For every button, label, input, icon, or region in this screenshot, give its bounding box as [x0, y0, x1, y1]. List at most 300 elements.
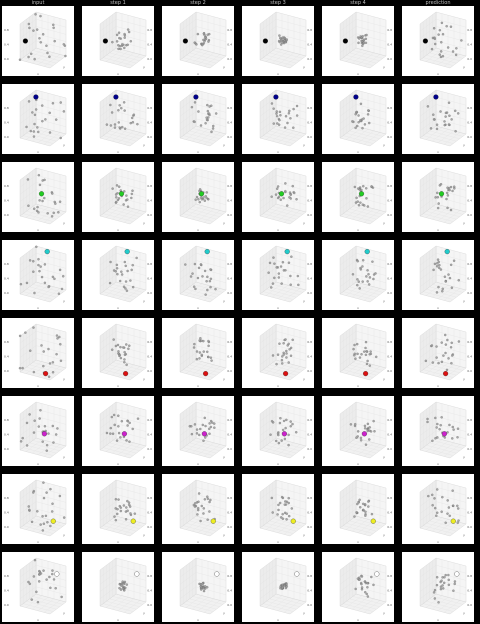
scatter-point [448, 506, 450, 508]
scatter-point [106, 124, 108, 126]
scatter-point [285, 583, 287, 585]
scatter-point [361, 40, 363, 42]
scatter-point [360, 189, 362, 191]
scatter-point [119, 505, 121, 507]
scatter-point [280, 199, 282, 201]
z-tick-label: 0.0 [387, 135, 392, 139]
scatter-point [360, 103, 362, 105]
x-axis-label: x [37, 618, 39, 622]
scatter-point [282, 261, 284, 263]
z-tick-label: 0.0 [4, 291, 9, 295]
scatter-point [198, 583, 200, 585]
z-tick-label: 0.4 [147, 120, 152, 125]
scatter-point [359, 499, 361, 501]
scatter-point [367, 423, 369, 425]
panel-grid [100, 90, 146, 146]
scatter-point [52, 361, 54, 363]
z-tick-label: 0.4 [307, 42, 312, 47]
scatter-point [197, 33, 199, 35]
scatter-point [449, 277, 451, 279]
z-tick-label: 0.8 [387, 574, 392, 579]
x-axis-label: x [437, 384, 439, 388]
z-tick-label: 0.8 [387, 184, 392, 189]
scatter-point [452, 426, 454, 428]
scatter-panel [242, 240, 314, 310]
scatter-point [440, 580, 442, 582]
column-title: step 3 [270, 0, 286, 6]
scatter-point [273, 108, 275, 110]
scatter-point [296, 105, 298, 107]
scatter-point [123, 101, 125, 103]
scatter-panel [322, 6, 394, 76]
z-tick-label: 0.4 [147, 198, 152, 203]
scatter-point [356, 125, 358, 127]
scatter-point [119, 436, 121, 438]
scatter-point [29, 413, 31, 415]
highlight-point [423, 39, 428, 44]
scatter-point [448, 424, 450, 426]
scatter-point [454, 580, 456, 582]
z-tick-label: 0.4 [387, 510, 392, 515]
z-tick-label: 0.8 [147, 262, 152, 267]
scatter-point [365, 275, 367, 277]
z-tick-label: 0.0 [307, 369, 312, 373]
scatter-point [118, 32, 120, 34]
scatter-point [440, 588, 442, 590]
scatter-point [118, 432, 120, 434]
scatter-point [451, 437, 453, 439]
z-tick-label: 0.4 [467, 198, 472, 203]
panel-grid [180, 402, 226, 458]
z-tick-label: 0.4 [307, 432, 312, 437]
scatter-point [434, 417, 436, 419]
scatter-point [131, 190, 133, 192]
y-axis-label: y [143, 299, 145, 303]
z-tick-label: 0.0 [227, 135, 232, 139]
scatter-point [190, 425, 192, 427]
highlight-point [103, 39, 108, 44]
scatter-point [446, 339, 448, 341]
scatter-point [41, 515, 43, 517]
panel-grid [420, 324, 466, 380]
z-tick-label: 0.0 [147, 213, 152, 217]
z-tick-label: 0.0 [147, 135, 152, 139]
scatter-panel [2, 552, 74, 622]
scatter-point [447, 46, 449, 48]
scatter-point [49, 112, 51, 114]
y-axis-label: y [143, 533, 145, 537]
scatter-point [127, 424, 129, 426]
scatter-point [445, 574, 447, 576]
scatter-point [364, 427, 366, 429]
z-tick-label: 0.0 [147, 525, 152, 529]
x-axis-label: x [357, 306, 359, 310]
scatter-point [128, 31, 130, 33]
scatter-point [201, 354, 203, 356]
z-tick-label: 0.8 [307, 418, 312, 423]
scatter-point [281, 359, 283, 361]
scatter-point [118, 121, 120, 123]
scatter-point [449, 515, 451, 517]
panel-grid [340, 246, 386, 302]
highlight-point [205, 249, 210, 254]
z-tick-label: 0.8 [467, 340, 472, 345]
scatter-point [458, 340, 460, 342]
scatter-point [29, 583, 31, 585]
scatter-point [42, 441, 44, 443]
scatter-panel [242, 6, 314, 76]
scatter-point [115, 196, 117, 198]
z-tick-label: 0.4 [467, 42, 472, 47]
scatter-panel [322, 552, 394, 622]
scatter-point [53, 578, 55, 580]
x-axis-label: x [357, 150, 359, 154]
scatter-point [447, 273, 449, 275]
scatter-point [118, 197, 120, 199]
highlight-point [114, 95, 119, 100]
scatter-point [367, 109, 369, 111]
z-tick-label: 0.4 [4, 198, 9, 203]
scatter-point [208, 501, 210, 503]
scatter-point [46, 450, 48, 452]
highlight-point [194, 95, 199, 100]
scatter-point [289, 275, 291, 277]
scatter-panel [2, 396, 74, 466]
scatter-point [438, 34, 440, 36]
scatter-point [119, 126, 121, 128]
scatter-point [190, 275, 192, 277]
scatter-point [115, 193, 117, 195]
scatter-point [42, 365, 44, 367]
y-axis-label: y [223, 611, 225, 615]
axis-pane [116, 558, 146, 602]
scatter-point [363, 351, 365, 353]
scatter-point [293, 108, 295, 110]
scatter-point [360, 583, 362, 585]
scatter-point [204, 425, 206, 427]
scatter-point [121, 420, 123, 422]
scatter-point [268, 272, 270, 274]
scatter-point [63, 517, 65, 519]
column-title: step 4 [350, 0, 366, 6]
z-tick-label: 0.8 [467, 262, 472, 267]
scatter-point [277, 513, 279, 515]
scatter-point [22, 437, 24, 439]
scatter-point [365, 350, 367, 352]
scatter-point [47, 286, 49, 288]
x-axis-label: x [437, 540, 439, 544]
scatter-point [356, 111, 358, 113]
scatter-point [355, 113, 357, 115]
axis-pane [36, 12, 66, 56]
scatter-point [362, 185, 364, 187]
z-tick-label: 0.4 [227, 42, 232, 47]
scatter-point [362, 281, 364, 283]
scatter-point [369, 276, 371, 278]
z-tick-label: 0.0 [4, 525, 9, 529]
scatter-panel [82, 240, 154, 310]
panel-grid [340, 324, 386, 380]
scatter-point [454, 110, 456, 112]
scatter-point [450, 209, 452, 211]
scatter-point [204, 34, 206, 36]
scatter-panel [402, 474, 474, 544]
scatter-point [124, 261, 126, 263]
scatter-point [44, 118, 46, 120]
scatter-point [444, 334, 446, 336]
axis-pane [436, 12, 466, 56]
y-axis-label: y [63, 377, 65, 381]
scatter-point [199, 520, 201, 522]
y-axis-label: y [463, 143, 465, 147]
axis-pane [276, 12, 306, 56]
scatter-point [119, 48, 121, 50]
highlight-point [285, 249, 290, 254]
scatter-point [433, 118, 435, 120]
scatter-point [35, 591, 37, 593]
scatter-point [43, 523, 45, 525]
scatter-panel [402, 84, 474, 154]
scatter-point [51, 570, 53, 572]
scatter-point [438, 202, 440, 204]
z-tick-label: 0.8 [307, 28, 312, 33]
scatter-point [445, 198, 447, 200]
scatter-point [32, 30, 34, 32]
z-tick-label: 0.0 [467, 369, 472, 373]
scatter-point [124, 354, 126, 356]
x-axis-label: x [277, 384, 279, 388]
z-tick-label: 0.0 [227, 603, 232, 607]
scatter-point [278, 276, 280, 278]
z-tick-label: 0.8 [467, 574, 472, 579]
z-tick-label: 0.8 [227, 496, 232, 501]
scatter-point [199, 201, 201, 203]
z-tick-label: 0.0 [307, 447, 312, 451]
z-tick-label: 0.8 [387, 28, 392, 33]
scatter-point [51, 573, 53, 575]
scatter-point [445, 522, 447, 524]
axis-pane [36, 246, 66, 290]
scatter-point [196, 432, 198, 434]
scatter-point [357, 260, 359, 262]
highlight-point [203, 371, 208, 376]
scatter-point [119, 346, 121, 348]
scatter-point [438, 267, 440, 269]
scatter-point [374, 272, 376, 274]
scatter-point [442, 587, 444, 589]
scatter-point [120, 271, 122, 273]
scatter-point [37, 601, 39, 603]
z-tick-label: 0.0 [387, 447, 392, 451]
z-tick-label: 0.8 [227, 340, 232, 345]
scatter-point [127, 44, 129, 46]
scatter-point [28, 23, 30, 25]
scatter-point [281, 283, 283, 285]
scatter-point [200, 263, 202, 265]
scatter-point [360, 437, 362, 439]
scatter-point [273, 122, 275, 124]
axis-pane [436, 246, 466, 290]
z-tick-label: 0.4 [307, 120, 312, 125]
axis-pane [276, 324, 306, 368]
scatter-point [357, 201, 359, 203]
scatter-point [436, 584, 438, 586]
scatter-point [126, 500, 128, 502]
scatter-point [119, 104, 121, 106]
scatter-panel [322, 318, 394, 388]
scatter-panel [162, 474, 234, 544]
panel-grid [180, 246, 226, 302]
z-tick-label: 0.8 [147, 496, 152, 501]
scatter-point [22, 367, 24, 369]
y-axis-label: y [223, 533, 225, 537]
scatter-panel [162, 6, 234, 76]
x-axis-label: x [277, 462, 279, 466]
y-axis-label: y [63, 65, 65, 69]
scatter-point [438, 264, 440, 266]
scatter-point [124, 109, 126, 111]
scatter-point [456, 436, 458, 438]
highlight-point [123, 371, 128, 376]
z-tick-label: 0.0 [467, 213, 472, 217]
scatter-point [370, 350, 372, 352]
scatter-point [358, 281, 360, 283]
y-axis-label: y [223, 299, 225, 303]
scatter-point [288, 434, 290, 436]
scatter-point [117, 48, 119, 50]
scatter-point [367, 280, 369, 282]
scatter-point [27, 581, 29, 583]
scatter-point [26, 422, 28, 424]
scatter-point [288, 361, 290, 363]
scatter-point [281, 355, 283, 357]
axis-pane [36, 402, 66, 446]
z-tick-label: 0.8 [467, 418, 472, 423]
panel-grid [420, 402, 466, 458]
scatter-point [64, 55, 66, 57]
x-axis-label: x [37, 228, 39, 232]
axis-pane [436, 324, 466, 368]
scatter-point [198, 434, 200, 436]
z-tick-label: 0.8 [227, 418, 232, 423]
scatter-point [286, 585, 288, 587]
scatter-point [446, 192, 448, 194]
scatter-point [34, 420, 36, 422]
scatter-point [125, 439, 127, 441]
scatter-point [208, 433, 210, 435]
x-axis-label: x [437, 306, 439, 310]
x-axis-label: x [37, 540, 39, 544]
scatter-point [370, 353, 372, 355]
scatter-point [38, 37, 40, 39]
scatter-point [453, 429, 455, 431]
scatter-point [127, 348, 129, 350]
scatter-point [279, 114, 281, 116]
y-axis-label: y [223, 377, 225, 381]
scatter-point [281, 586, 283, 588]
z-tick-label: 0.4 [4, 510, 9, 515]
panel-grid [180, 168, 226, 224]
scatter-point [43, 350, 45, 352]
scatter-point [49, 587, 51, 589]
scatter-point [212, 127, 214, 129]
highlight-point [454, 572, 459, 577]
scatter-point [212, 125, 214, 127]
scatter-point [431, 344, 433, 346]
y-axis-label: y [303, 299, 305, 303]
z-tick-label: 0.4 [387, 432, 392, 437]
z-tick-label: 0.0 [4, 213, 9, 217]
scatter-point [28, 27, 30, 29]
scatter-point [370, 185, 372, 187]
scatter-point [37, 258, 39, 260]
scatter-point [446, 513, 448, 515]
panel-grid [340, 402, 386, 458]
scatter-point [362, 259, 364, 261]
scatter-point [193, 504, 195, 506]
z-tick-label: 0.0 [467, 447, 472, 451]
y-axis-label: y [63, 611, 65, 615]
x-axis-label: x [357, 72, 359, 76]
scatter-point [288, 497, 290, 499]
scatter-point [134, 513, 136, 515]
scatter-point [361, 575, 363, 577]
scatter-point [355, 127, 357, 129]
y-axis-label: y [143, 377, 145, 381]
scatter-point [38, 425, 40, 427]
scatter-point [290, 284, 292, 286]
scatter-point [447, 574, 449, 576]
scatter-point [437, 259, 439, 261]
highlight-point [43, 371, 48, 376]
scatter-point [38, 270, 40, 272]
scatter-point [355, 511, 357, 513]
scatter-point [284, 190, 286, 192]
scatter-point [353, 354, 355, 356]
panel-grid [100, 168, 146, 224]
scatter-point [196, 428, 198, 430]
scatter-point [111, 416, 113, 418]
scatter-panel [2, 6, 74, 76]
scatter-point [60, 137, 62, 139]
scatter-point [451, 190, 453, 192]
x-axis-label: x [437, 150, 439, 154]
scatter-point [43, 179, 45, 181]
scatter-point [132, 121, 134, 123]
scatter-point [62, 275, 64, 277]
scatter-point [53, 27, 55, 29]
scatter-point [445, 280, 447, 282]
z-tick-label: 0.4 [467, 276, 472, 281]
scatter-point [26, 282, 28, 284]
scatter-point [59, 201, 61, 203]
scatter-panel [2, 240, 74, 310]
scatter-point [437, 207, 439, 209]
scatter-point [456, 505, 458, 507]
scatter-point [197, 198, 199, 200]
scatter-panel [162, 162, 234, 232]
highlight-point [23, 39, 28, 44]
scatter-point [457, 519, 459, 521]
scatter-point [273, 277, 275, 279]
highlight-point [134, 572, 139, 577]
scatter-point [356, 278, 358, 280]
scatter-point [275, 113, 277, 115]
scatter-point [125, 506, 127, 508]
y-axis-label: y [143, 221, 145, 225]
z-tick-label: 0.8 [227, 28, 232, 33]
z-tick-label: 0.0 [307, 291, 312, 295]
